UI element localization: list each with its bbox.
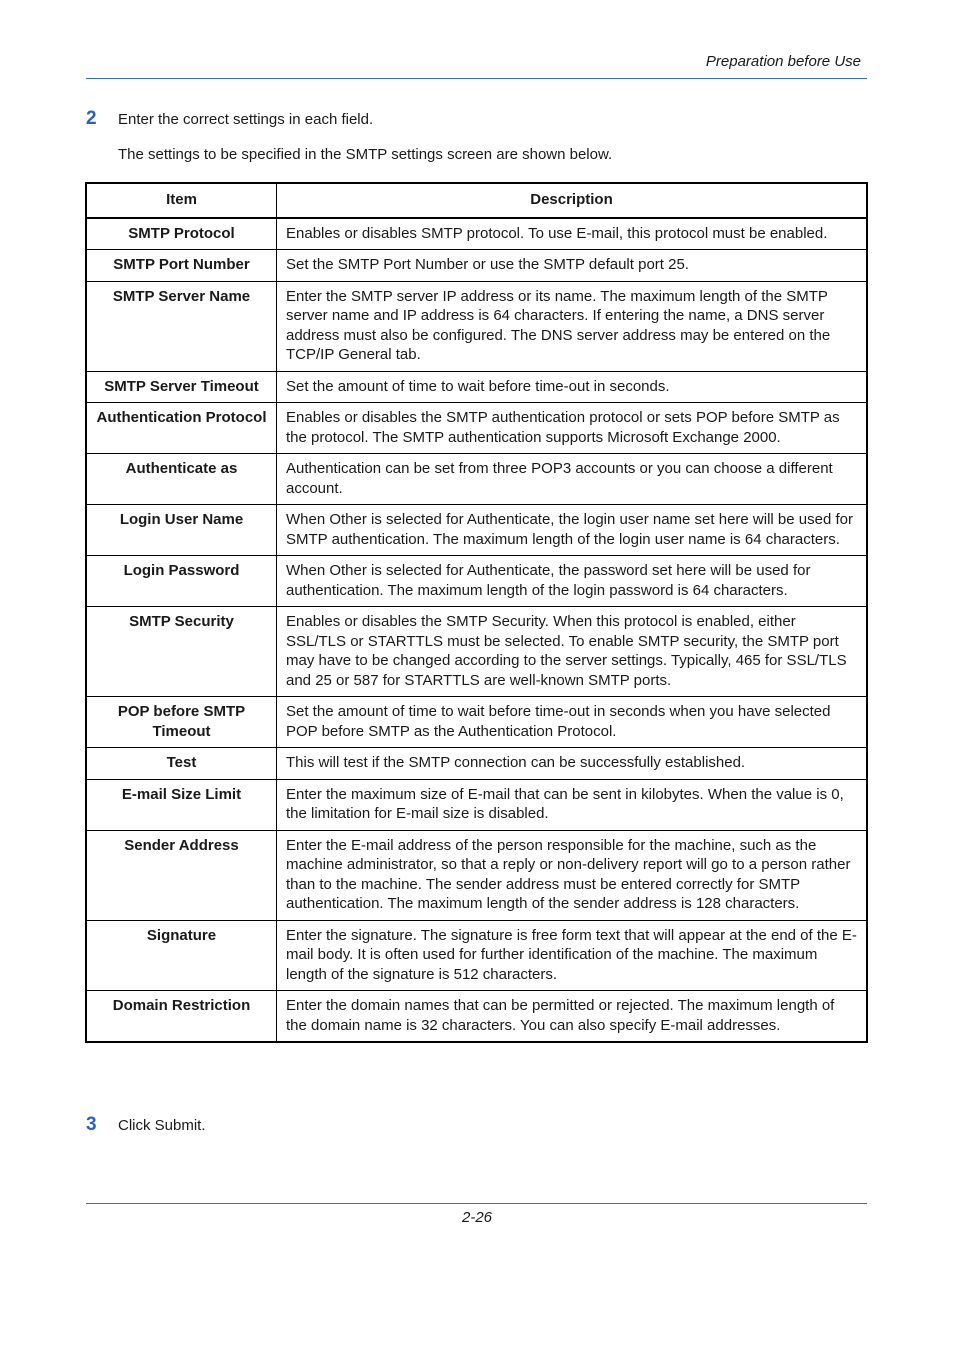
setting-description: Enter the domain names that can be permitted or rejected. The maximum length of the domain name is 32 characters. You can also specify E-mail addresses. [277, 991, 868, 1043]
header-rule [86, 78, 867, 79]
setting-item-name: Domain Restriction [86, 991, 277, 1043]
page-number: 2-26 [461, 1209, 493, 1226]
intro-paragraph: The settings to be specified in the SMTP settings screen are shown below. [118, 146, 613, 163]
setting-description: Enables or disables the SMTP Security. When this protocol is enabled, either SSL/TLS or STARTTLS must be selected. To enable SMTP security, the SMTP port may have to be changed according to the server settings. Typically, 465 for SSL/TLS and 25 or 587 for STARTTLS are well-known SMTP ports. [277, 607, 868, 697]
setting-description: Set the SMTP Port Number or use the SMTP default port 25. [277, 250, 868, 282]
table-row [86, 779, 867, 830]
table-row [86, 556, 867, 607]
smtp-settings-table [85, 182, 868, 1043]
setting-item-name: Login Password [86, 556, 277, 607]
setting-description: Enter the signature. The signature is free form text that will appear at the end of the E-mail body. It is often used for further identification of the machine. The maximum length of the signature is 512 characters. [277, 920, 868, 991]
setting-description: Authentication can be set from three POP3 accounts or you can choose a different account. [277, 454, 868, 505]
table-row [86, 505, 867, 556]
setting-description: Enter the E-mail address of the person responsible for the machine, such as the machine administrator, so that a reply or non-delivery report will go to a person rather than to the machine. The sender address must be entered correctly for SMTP authentication. The maximum length of the sender address is 128 characters. [277, 830, 868, 920]
setting-description: When Other is selected for Authenticate, the login user name set here will be used for SMTP authentication. The maximum length of the login user name is 64 characters. [277, 505, 868, 556]
setting-item-name: SMTP Server Timeout [86, 371, 277, 403]
table-row [86, 991, 867, 1043]
step-3 [86, 1114, 206, 1136]
setting-item-name: POP before SMTP Timeout [86, 697, 277, 748]
table-row [86, 281, 867, 371]
table-row [86, 454, 867, 505]
table-body [86, 218, 867, 1043]
setting-description: When Other is selected for Authenticate, the password set here will be used for authentication. The maximum length of the login password is 64 characters. [277, 556, 868, 607]
setting-item-name: Authentication Protocol [86, 403, 277, 454]
table-row [86, 250, 867, 282]
column-header-item: Item [86, 183, 277, 218]
table-row [86, 830, 867, 920]
setting-item-name: SMTP Server Name [86, 281, 277, 371]
setting-item-name: SMTP Protocol [86, 218, 277, 250]
table-header-row [86, 183, 867, 218]
setting-description: Set the amount of time to wait before time-out in seconds. [277, 371, 868, 403]
setting-item-name: Login User Name [86, 505, 277, 556]
setting-item-name: Sender Address [86, 830, 277, 920]
table-row [86, 697, 867, 748]
setting-item-name: Test [86, 748, 277, 780]
running-header: Preparation before Use [705, 53, 861, 70]
step-text: Click Submit. [118, 1117, 206, 1134]
table-row [86, 920, 867, 991]
table-row [86, 748, 867, 780]
setting-item-name: SMTP Port Number [86, 250, 277, 282]
table-row [86, 371, 867, 403]
footer-rule [86, 1203, 867, 1204]
step-text: Enter the correct settings in each field. [118, 111, 374, 128]
setting-item-name: Signature [86, 920, 277, 991]
setting-description: Enter the SMTP server IP address or its name. The maximum length of the SMTP server name and IP address is 64 characters. If entering the name, a DNS server address must also be configured. The DNS server address may be entered on the TCP/IP General tab. [277, 281, 868, 371]
table-row [86, 607, 867, 697]
setting-description: Enter the maximum size of E-mail that can be sent in kilobytes. When the value is 0, the limitation for E-mail size is disabled. [277, 779, 868, 830]
table-row [86, 218, 867, 250]
setting-description: This will test if the SMTP connection can be successfully established. [277, 748, 868, 780]
setting-description: Enables or disables the SMTP authentication protocol or sets POP before SMTP as the protocol. The SMTP authentication supports Microsoft Exchange 2000. [277, 403, 868, 454]
setting-item-name: Authenticate as [86, 454, 277, 505]
column-header-description: Description [277, 183, 868, 218]
setting-item-name: E-mail Size Limit [86, 779, 277, 830]
table-row [86, 403, 867, 454]
step-number: 2 [86, 108, 97, 129]
setting-description: Enables or disables SMTP protocol. To use E-mail, this protocol must be enabled. [277, 218, 868, 250]
setting-description: Set the amount of time to wait before time-out in seconds when you have selected POP before SMTP as the Authentication Protocol. [277, 697, 868, 748]
setting-item-name: SMTP Security [86, 607, 277, 697]
step-number: 3 [86, 1114, 97, 1135]
step-2 [86, 108, 373, 130]
